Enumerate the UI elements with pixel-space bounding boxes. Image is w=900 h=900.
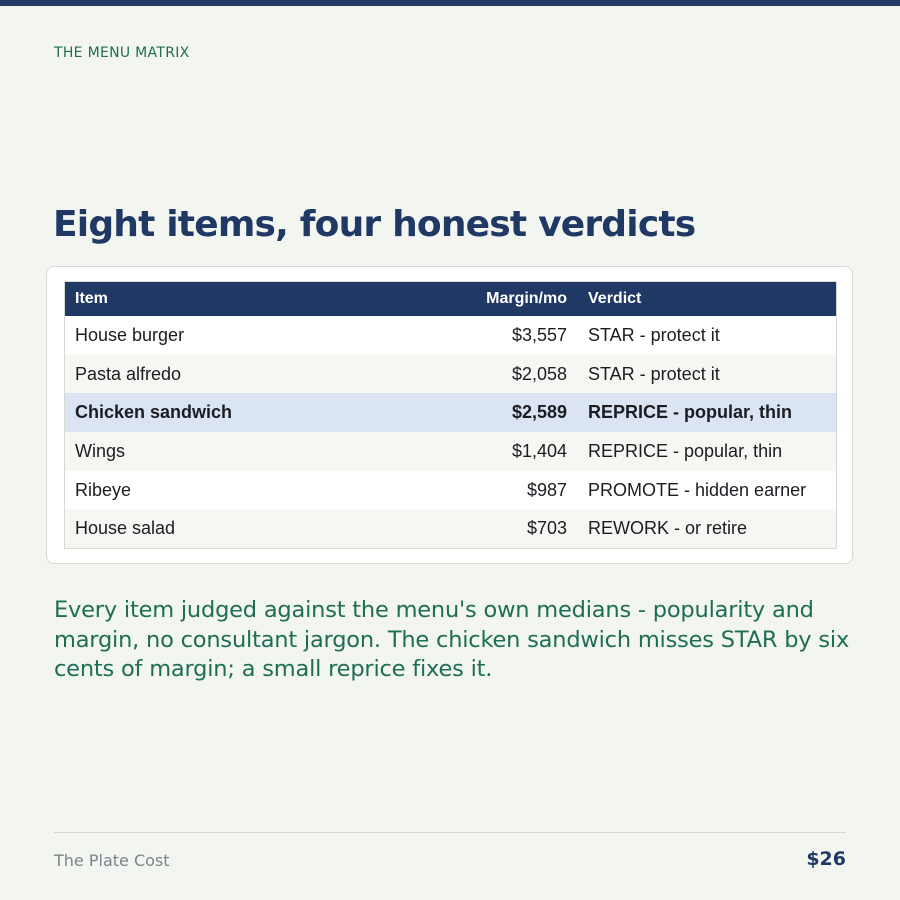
column-header-item: Item	[75, 290, 108, 307]
verdict-cell: REPRICE - popular, thin	[588, 440, 783, 461]
item-cell: Pasta alfredo	[75, 363, 182, 384]
summary-caption: Every item judged against the menu's own medians - popularity and margin, no consultant jargon. The chicken sandwich misses STAR by six cents of margin; a small reprice fixes it.	[54, 597, 850, 682]
item-cell: House salad	[75, 518, 176, 539]
table-row-highlighted	[65, 393, 836, 432]
table-body	[65, 316, 836, 548]
margin-cell: $3,557	[511, 324, 567, 345]
menu-table-container	[64, 281, 837, 549]
eyebrow-label: THE MENU MATRIX	[54, 45, 190, 61]
table-card	[46, 266, 853, 564]
table-header-row	[65, 282, 836, 316]
item-cell: Wings	[75, 440, 126, 461]
verdict-cell: STAR - protect it	[588, 324, 720, 345]
margin-cell: $2,589	[511, 402, 567, 423]
margin-cell: $2,058	[511, 363, 567, 384]
verdict-cell: PROMOTE - hidden earner	[588, 479, 807, 500]
page-title: Eight items, four honest verdicts	[53, 204, 696, 245]
margin-cell: $703	[526, 518, 567, 539]
item-cell: Chicken sandwich	[75, 402, 233, 423]
table-row	[65, 355, 836, 394]
column-header-margin: Margin/mo	[486, 290, 567, 307]
table-row	[65, 432, 836, 471]
menu-matrix-table	[65, 282, 836, 548]
column-header-verdict: Verdict	[588, 290, 642, 307]
item-cell: Ribeye	[75, 479, 132, 500]
margin-cell: $1,404	[511, 440, 567, 461]
footer-brand: The Plate Cost	[54, 851, 170, 870]
top-accent-bar	[0, 0, 900, 6]
footer-divider	[54, 832, 846, 833]
margin-cell: $987	[526, 479, 567, 500]
verdict-cell: REWORK - or retire	[588, 518, 748, 539]
table-row	[65, 471, 836, 510]
item-cell: House burger	[75, 324, 185, 345]
verdict-cell: REPRICE - popular, thin	[588, 402, 793, 423]
table-row	[65, 509, 836, 548]
table-row	[65, 316, 836, 355]
footer-price: $26	[806, 848, 846, 870]
verdict-cell: STAR - protect it	[588, 363, 720, 384]
